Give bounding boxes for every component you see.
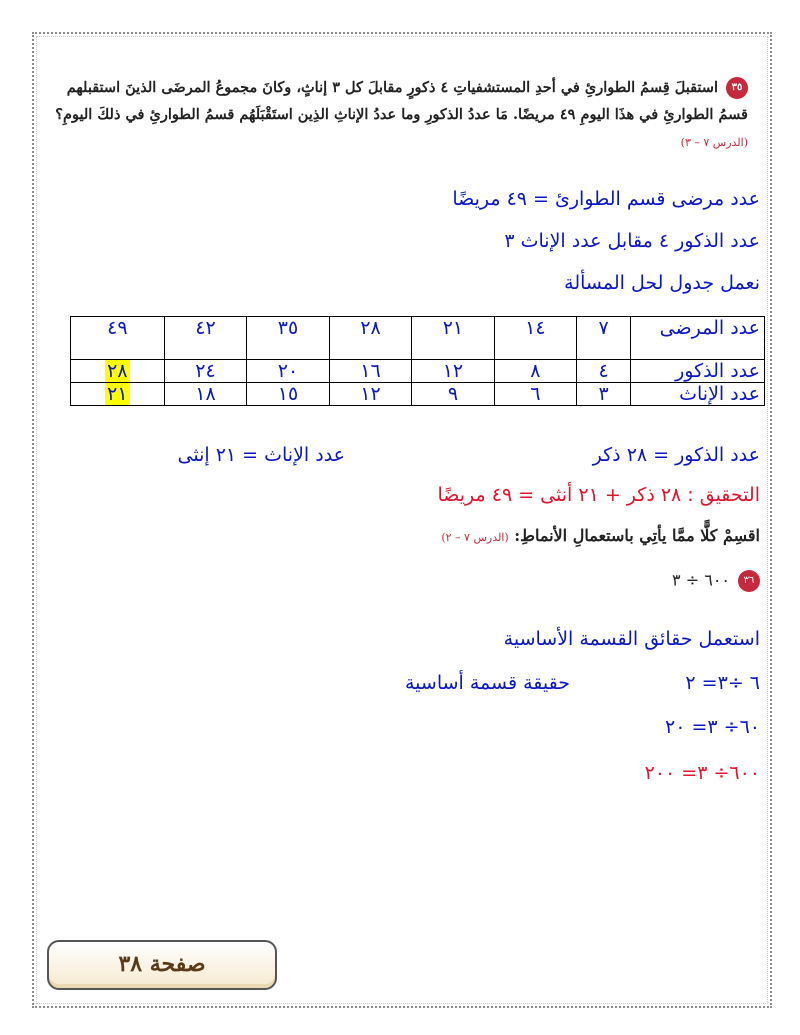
answer-line-1: عدد مرضى قسم الطوارئ = ٤٩ مريضًا — [452, 188, 760, 210]
check-line: التحقيق : ٢٨ ذكر + ٢١ أنثى = ٤٩ مريضًا — [437, 484, 760, 506]
problem-36 — [672, 570, 760, 592]
answer-line-3: نعمل جدول لحل المسألة — [564, 272, 760, 294]
table-cell: ١٤ — [494, 317, 576, 360]
page-border — [32, 32, 772, 1008]
problem-text: استقبلَ قِسمُ الطوارئِ في أحدِ المستشفياتِ ٤ ذكورٍ مقابلَ كل ٣ إناثٍ، وكانَ مجموعُ المرضَى الذينَ استقبلهم قسمُ الطوارئِ في هذَا اليومِ ٤٩ مريضًا. مَا عددُ الذكورِ وما عددُ الإناثِ الذِين استَقْبَلَهُم قسمُ الطوارئِ في ذلكَ اليومِ؟ — [55, 79, 748, 123]
table-cell: ٢٠ — [247, 360, 329, 383]
table-cell: ٩ — [412, 383, 494, 406]
problem-expression: ٦٠٠ ÷ ٣ — [672, 570, 730, 590]
table-cell: ١٦ — [329, 360, 411, 383]
page-number-label: صفحة ٣٨ — [118, 951, 206, 977]
row-head: عدد المرضى — [631, 317, 765, 360]
lesson-reference: (الدرس ٧ – ٢) — [441, 531, 509, 544]
table-cell: ٢٨ — [329, 317, 411, 360]
table-cell: ١٨ — [164, 383, 246, 406]
highlight-mark: ٢٨ — [107, 360, 128, 382]
row-head: عدد الإناث — [631, 383, 765, 406]
table-cell: ١٥ — [247, 383, 329, 406]
answer-line-2: عدد الذكور ٤ مقابل عدد الإناث ٣ — [504, 230, 760, 252]
table-cell: ٤٢ — [164, 317, 246, 360]
males-result: عدد الذكور = ٢٨ ذكر — [592, 444, 760, 466]
table-cell: ٣ — [577, 383, 631, 406]
p36-line-1: استعمل حقائق القسمة الأساسية — [503, 628, 760, 650]
problem-number-badge: ٣٦ — [738, 570, 760, 592]
p36-line-4: ٦٠٠÷ ٣= ٢٠٠ — [644, 762, 760, 784]
highlight-mark: ٢١ — [107, 383, 128, 405]
problem-35 — [48, 74, 748, 156]
row-head: عدد الذكور — [631, 360, 765, 383]
pattern-table — [70, 316, 765, 406]
table-cell: ٣٥ — [247, 317, 329, 360]
table-cell: ٨ — [494, 360, 576, 383]
lesson-reference: (الدرس ٧ – ٣) — [680, 136, 748, 149]
page-number-box — [47, 940, 277, 990]
table-cell: ١٢ — [412, 360, 494, 383]
table-cell: ٦ — [494, 383, 576, 406]
table-cell: ٤٩ — [71, 317, 165, 360]
section-title-text: اقسِمْ كلًّا ممَّا يأتِي باستعمالِ الأنماطِ: — [514, 526, 760, 545]
table-cell: ٢٤ — [164, 360, 246, 383]
females-result: عدد الإناث = ٢١ إنثى — [177, 444, 345, 466]
section-title — [441, 526, 760, 545]
table-row — [71, 317, 765, 360]
table-cell-highlighted — [71, 383, 165, 406]
p36-line-3: ٦٠÷ ٣= ٢٠ — [665, 716, 760, 738]
table-cell: ٤ — [577, 360, 631, 383]
table-cell: ٢١ — [412, 317, 494, 360]
table-row — [71, 383, 765, 406]
problem-number-badge: ٣٥ — [726, 77, 748, 99]
table-cell-highlighted — [71, 360, 165, 383]
table-cell: ٧ — [577, 317, 631, 360]
p36-line-2-eq: ٦ ÷٣= ٢ — [685, 672, 760, 694]
p36-line-2-note: حقيقة قسمة أساسية — [405, 672, 570, 694]
table-cell: ١٢ — [329, 383, 411, 406]
table-row — [71, 360, 765, 383]
